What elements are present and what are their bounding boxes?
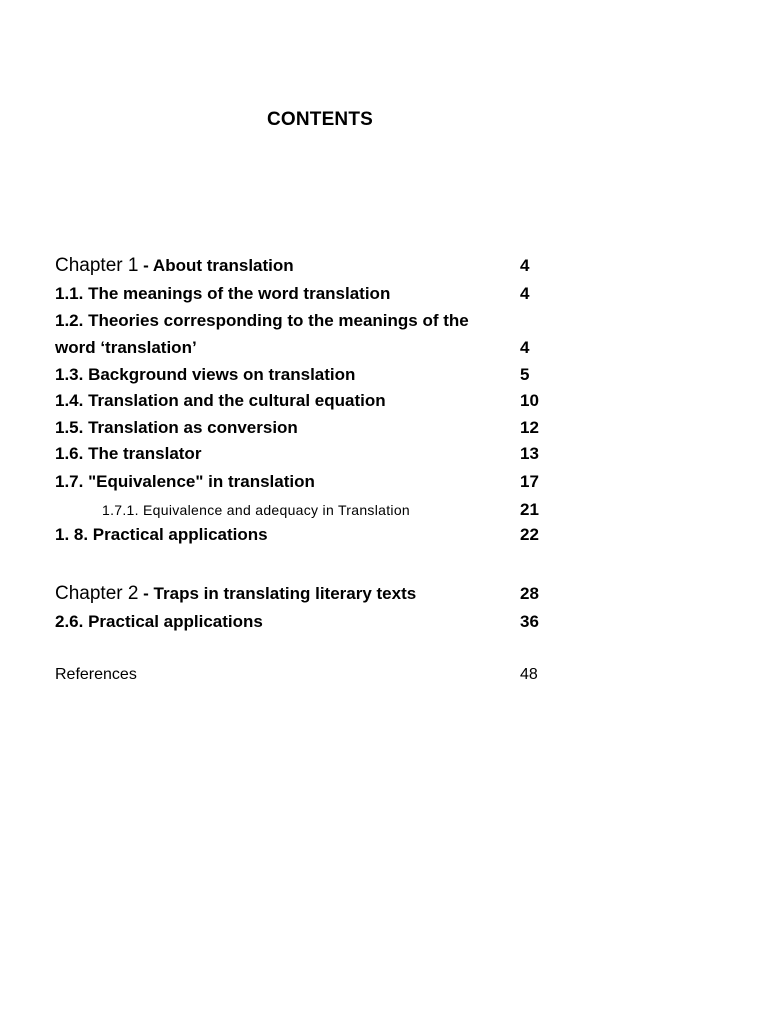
toc-subentry-title: 1.7.1. Equivalence and adequacy in Translation (102, 502, 411, 518)
toc-page-number: 28 (520, 584, 539, 603)
toc-chapter-1 (55, 253, 545, 279)
references-label: References (55, 666, 137, 683)
chapter-1-subtitle: - About translation (138, 256, 294, 275)
chapter-2-subtitle: - Traps in translating literary texts (138, 584, 417, 603)
toc-entry (55, 441, 545, 467)
toc-chapter-1-title (55, 253, 294, 280)
toc-entry (55, 362, 545, 388)
toc-page-number: 36 (520, 612, 539, 631)
toc-page-number: 4 (520, 284, 530, 303)
toc-subentry (55, 497, 545, 523)
chapter-2-label: Chapter 2 (55, 583, 139, 604)
toc-references (55, 662, 545, 688)
toc-page-number: 13 (520, 444, 539, 463)
toc-page-number: 5 (520, 365, 530, 384)
toc-chapter-2 (55, 581, 545, 607)
toc-page-number: 22 (520, 525, 539, 544)
toc-chapter-2-title (55, 581, 416, 608)
toc-entry (55, 335, 545, 361)
toc-entry (55, 308, 545, 334)
toc-entry (55, 281, 545, 307)
toc-page-number: 21 (520, 500, 539, 519)
toc-entry-title: 1.6. The translator (55, 444, 202, 463)
toc-entry (55, 609, 545, 635)
toc-entry-title: 1. 8. Practical applications (55, 525, 268, 544)
toc-page-number: 4 (520, 338, 530, 357)
toc-entry (55, 469, 545, 495)
toc-page-number: 12 (520, 418, 539, 437)
toc-entry-title: 2.6. Practical applications (55, 612, 263, 631)
toc-entry (55, 415, 545, 441)
toc-entry (55, 522, 545, 548)
chapter-1-label: Chapter 1 (55, 255, 139, 276)
toc-page-number: 10 (520, 391, 539, 410)
toc-entry-title: 1.2. Theories corresponding to the meanings of the (55, 311, 469, 330)
toc-page-number: 17 (520, 472, 539, 491)
toc-entry-title: 1.7. "Equivalence" in translation (55, 472, 315, 491)
toc-entry-title: 1.5. Translation as conversion (55, 418, 298, 437)
toc-entry-title: 1.4. Translation and the cultural equation (55, 391, 386, 410)
toc-page-number: 48 (520, 666, 538, 683)
toc-page-number: 4 (520, 256, 530, 275)
toc-entry-title: word ‘translation’ (55, 338, 197, 357)
page-title: CONTENTS (266, 109, 374, 130)
toc-entry (55, 388, 545, 414)
toc-entry-title: 1.3. Background views on translation (55, 365, 356, 384)
toc-entry-title: 1.1. The meanings of the word translation (55, 284, 391, 303)
